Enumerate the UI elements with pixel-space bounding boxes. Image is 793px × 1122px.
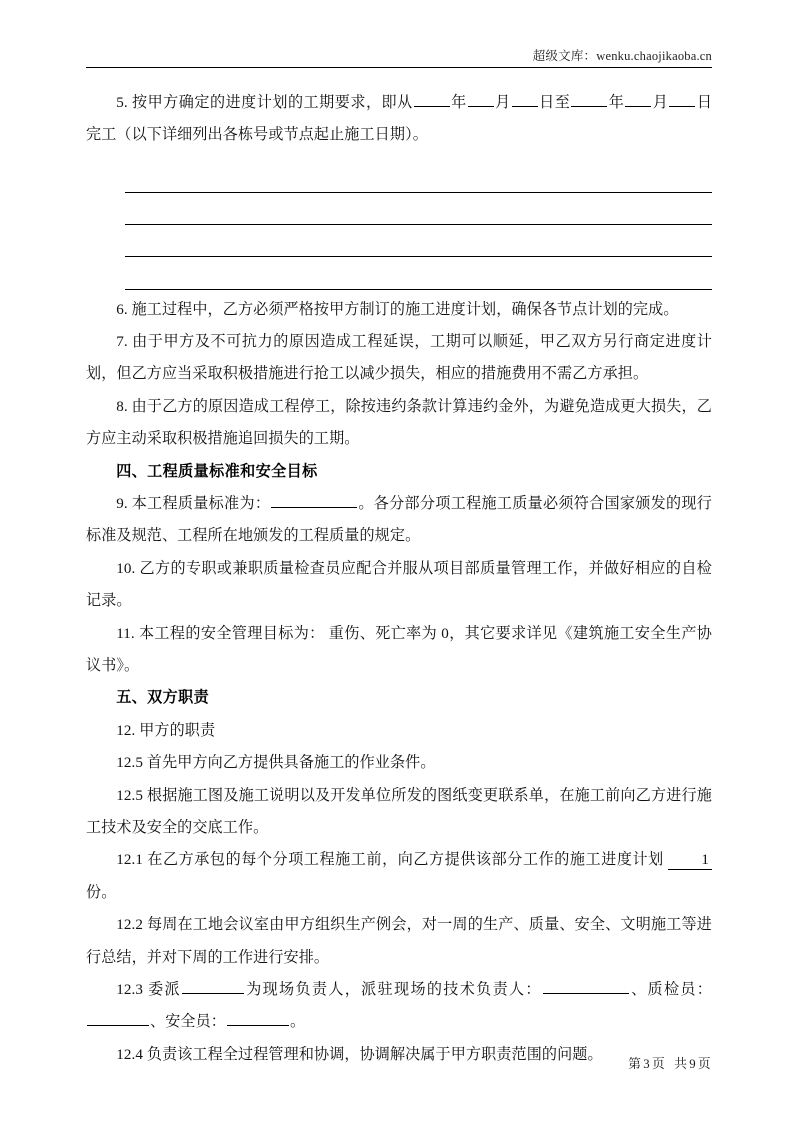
clause-10-paragraph: 10. 乙方的专职或兼职质量检查员应配合并服从项目部质量管理工作，并做好相应的自检记录。 [86,560,712,610]
clause-12-3-site-manager-blank[interactable] [182,978,244,994]
blank-line-2[interactable] [125,193,712,225]
clause-12-3-mid3: 、安全员： [150,1014,226,1031]
clause-7-paragraph: 7. 由于甲方及不可抗力的原因造成工程延误，工期可以顺延，甲乙双方另行商定进度计划，但乙方应当采取积极措施进行抢工以减少损失，相应的措施费用不需乙方承担。 [86,333,712,383]
clause-5-day1-blank[interactable] [512,90,538,106]
header-rule [86,67,712,68]
blank-write-in-lines [86,151,712,293]
document-body [86,71,712,1072]
clause-5-month2-blank[interactable] [625,90,651,106]
clause-12-4-paragraph: 12.4 负责该工程全过程管理和协调，协调解决属于甲方职责范围的问题。 [116,1046,603,1063]
clause-12-1-paragraph [86,844,712,909]
footer-page-prefix: 第 [628,1057,642,1071]
section-heading-4: 四、工程质量标准和安全目标 [116,463,318,480]
footer-total-prefix: 共 [674,1057,688,1071]
footer-total-pages: 9 [689,1057,696,1071]
clause-5-year1-label: 年 [450,94,467,111]
blank-line-4[interactable] [125,257,712,289]
section-heading-5: 五、双方职责 [116,690,210,707]
clause-5-year1-blank[interactable] [414,90,450,106]
footer-page-suffix: 页 [651,1057,666,1071]
clause-6-paragraph: 6. 施工过程中，乙方必须严格按甲方制订的施工进度计划，确保各节点计划的完成。 [116,301,679,318]
clause-12-1-count-value[interactable]: 1 [668,853,712,869]
footer-page-number: 3 [643,1057,650,1071]
page-footer [86,1053,712,1072]
clause-5-lead: 5. 按甲方确定的进度计划的工期要求，即从 [116,94,413,111]
clause-12-3-mid1: 为现场负责人，派驻现场的技术负责人： [244,982,542,999]
clause-12-5a-paragraph: 12.5 首先甲方向乙方提供具备施工的作业条件。 [116,755,436,772]
clause-9-quality-standard-blank[interactable] [271,492,357,508]
clause-12-5b-paragraph: 12.5 根据施工图及施工说明以及开发单位所发的图纸变更联系单，在施工前向乙方进行施工技术及安全的交底工作。 [86,787,712,836]
clause-5-day2-label: 日完工（以下详细列出各栋号或节点起止施工日期）。 [86,94,713,143]
clause-11-paragraph: 11. 本工程的安全管理目标为： 重伤、死亡率为 0，其它要求详见《建筑施工安全生产协议书》。 [86,625,712,674]
clause-12-3-paragraph [86,974,712,1039]
clause-12-1-tail: 份。 [86,884,117,901]
clause-9-tail: 。各分部分项工程施工质量必须符合国家颁发的现行标准及规范、工程所在地颁发的工程质量的规定。 [86,495,712,545]
clause-12-1-lead: 12.1 在乙方承包的每个分项工程施工前，向乙方提供该部分工作的施工进度计划 [116,852,664,869]
clause-12-2-paragraph: 12.2 每周在工地会议室由甲方组织生产例会，对一周的生产、质量、安全、文明施工等进行总结，并对下周的工作进行安排。 [86,917,712,966]
clause-12-3-quality-inspector-blank[interactable] [87,1010,149,1026]
clause-12-3-lead: 12.3 委派 [116,982,181,999]
blank-line-3[interactable] [125,225,712,257]
clause-9-lead: 9. 本工程质量标准为： [116,495,271,512]
clause-5-month1-blank[interactable] [468,90,494,106]
clause-5-day2-blank[interactable] [669,90,695,106]
clause-5-month2-label: 月 [652,94,669,111]
clause-12-3-safety-officer-blank[interactable] [227,1010,289,1026]
clause-8-paragraph: 8. 由于乙方的原因造成工程停工，除按违约条款计算违约金外，为避免造成更大损失，乙方应主动采取积极措施追回损失的工期。 [86,398,712,448]
clause-12-3-tail: 。 [289,1014,306,1031]
clause-12-paragraph: 12. 甲方的职责 [116,722,216,739]
header-watermark: 超级文库：wenku.chaojikaoba.cn [532,49,712,63]
clause-5-paragraph [86,87,712,152]
blank-line-1[interactable] [125,160,712,192]
page-content [86,48,712,1071]
clause-12-3-technical-lead-blank[interactable] [543,978,629,994]
clause-5-year2-label: 年 [608,94,625,111]
clause-9-paragraph [86,488,712,553]
clause-5-day1-label: 日至 [538,94,571,111]
clause-5-year2-blank[interactable] [571,90,607,106]
footer-total-suffix: 页 [697,1057,711,1071]
page-header [86,48,712,71]
clause-12-3-mid2: 、质检员： [629,982,712,999]
clause-5-month1-label: 月 [494,94,511,111]
